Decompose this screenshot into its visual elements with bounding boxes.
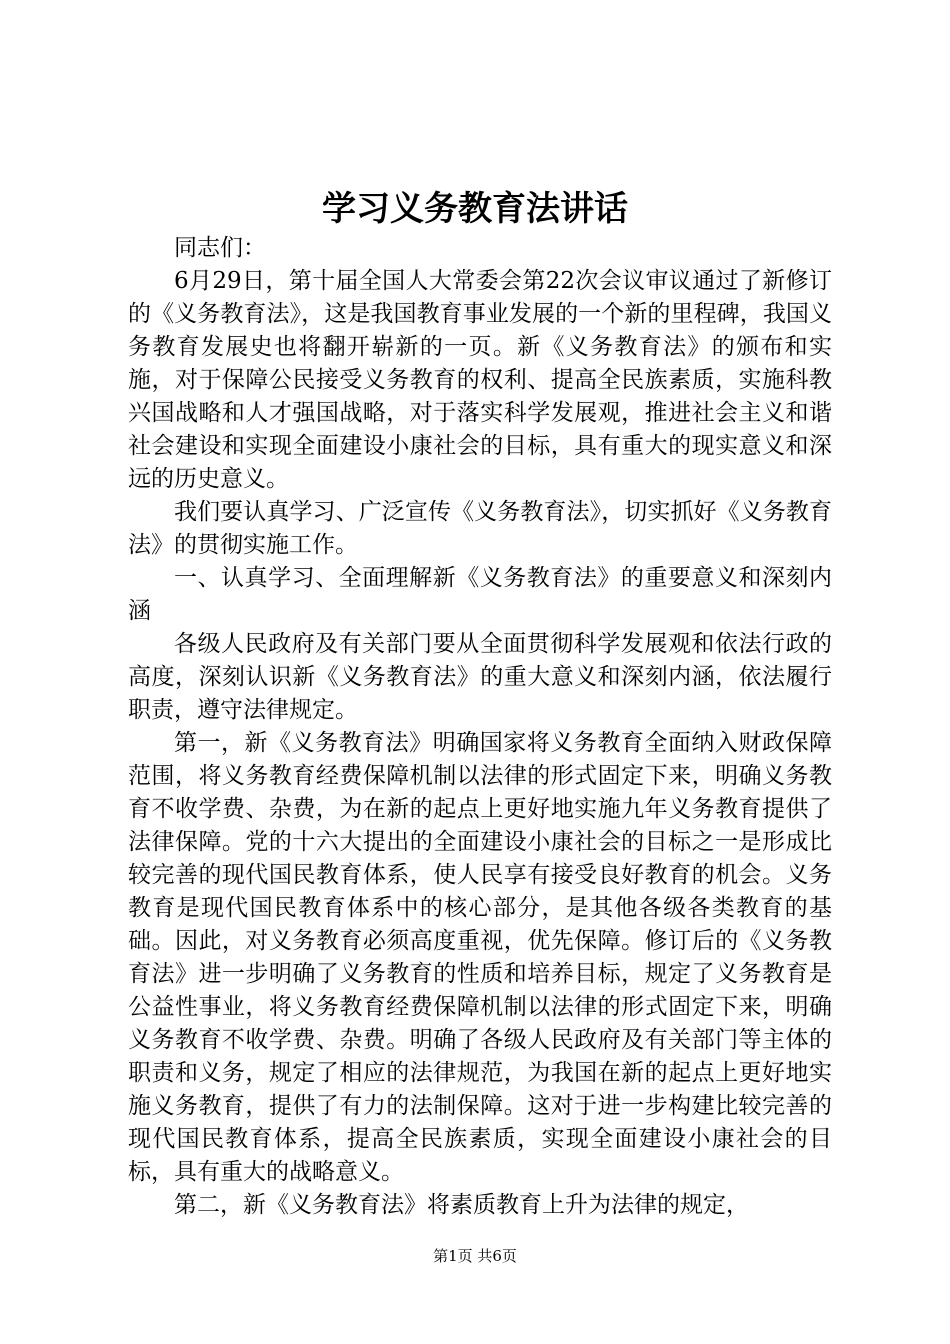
paragraph-1: 6月29日，第十届全国人大常委会第22次会议审议通过了新修订的《义务教育法》，这是我国教育事业发展的一个新的里程碑，我国义务教育发展史也将翻开崭新的一页。新《义务教育法》的颁布和实施，对于保障公民接受义务教育的权利、提高全民族素质，实施科教兴国战略和人才强国战略，对于落实科学发展观，推进社会主义和谐社会建设和实现全面建设小康社会的目标，具有重大的现实意义和深远的历史意义。: [128, 268, 832, 492]
document-title: 学习义务教育法讲话: [322, 189, 628, 229]
salutation: 同志们：: [174, 235, 266, 261]
paragraph-3: 各级人民政府及有关部门要从全面贯彻科学发展观和依法行政的高度，深刻认识新《义务教育法》的重大意义和深刻内涵，依法履行职责，遵守法律规定。: [128, 631, 832, 723]
document-body: [128, 232, 832, 1222]
paragraph-4: 第一，新《义务教育法》明确国家将义务教育全面纳入财政保障范围，将义务教育经费保障机制以法律的形式固定下来，明确义务教育不收学费、杂费，为在新的起点上更好地实施九年义务教育提供了法律保障。党的十六大提出的全面建设小康社会的目标之一是形成比较完善的现代国民教育体系，使人民享有接受良好教育的机会。义务教育是现代国民教育体系中的核心部分，是其他各级各类教育的基础。因此，对义务教育必须高度重视，优先保障。修订后的《义务教育法》进一步明确了义务教育的性质和培养目标，规定了义务教育是公益性事业，将义务教育经费保障机制以法律的形式固定下来，明确义务教育不收学费、杂费。明确了各级人民政府及有关部门等主体的职责和义务，规定了相应的法律规范，为我国在新的起点上更好地实施义务教育，提供了有力的法制保障。这对于进一步构建比较完善的现代国民教育体系，提高全民族素质，实现全面建设小康社会的目标，具有重大的战略意义。: [128, 730, 832, 1185]
paragraph-2: 我们要认真学习、广泛宣传《义务教育法》，切实抓好《义务教育法》的贯彻实施工作。: [128, 499, 832, 558]
section-heading-1: 一、认真学习、全面理解新《义务教育法》的重要意义和深刻内涵: [128, 565, 832, 624]
page-footer: 第1页 共6页: [433, 1247, 517, 1265]
paragraph-5: 第二，新《义务教育法》将素质教育上升为法律的规定，: [174, 1192, 749, 1218]
